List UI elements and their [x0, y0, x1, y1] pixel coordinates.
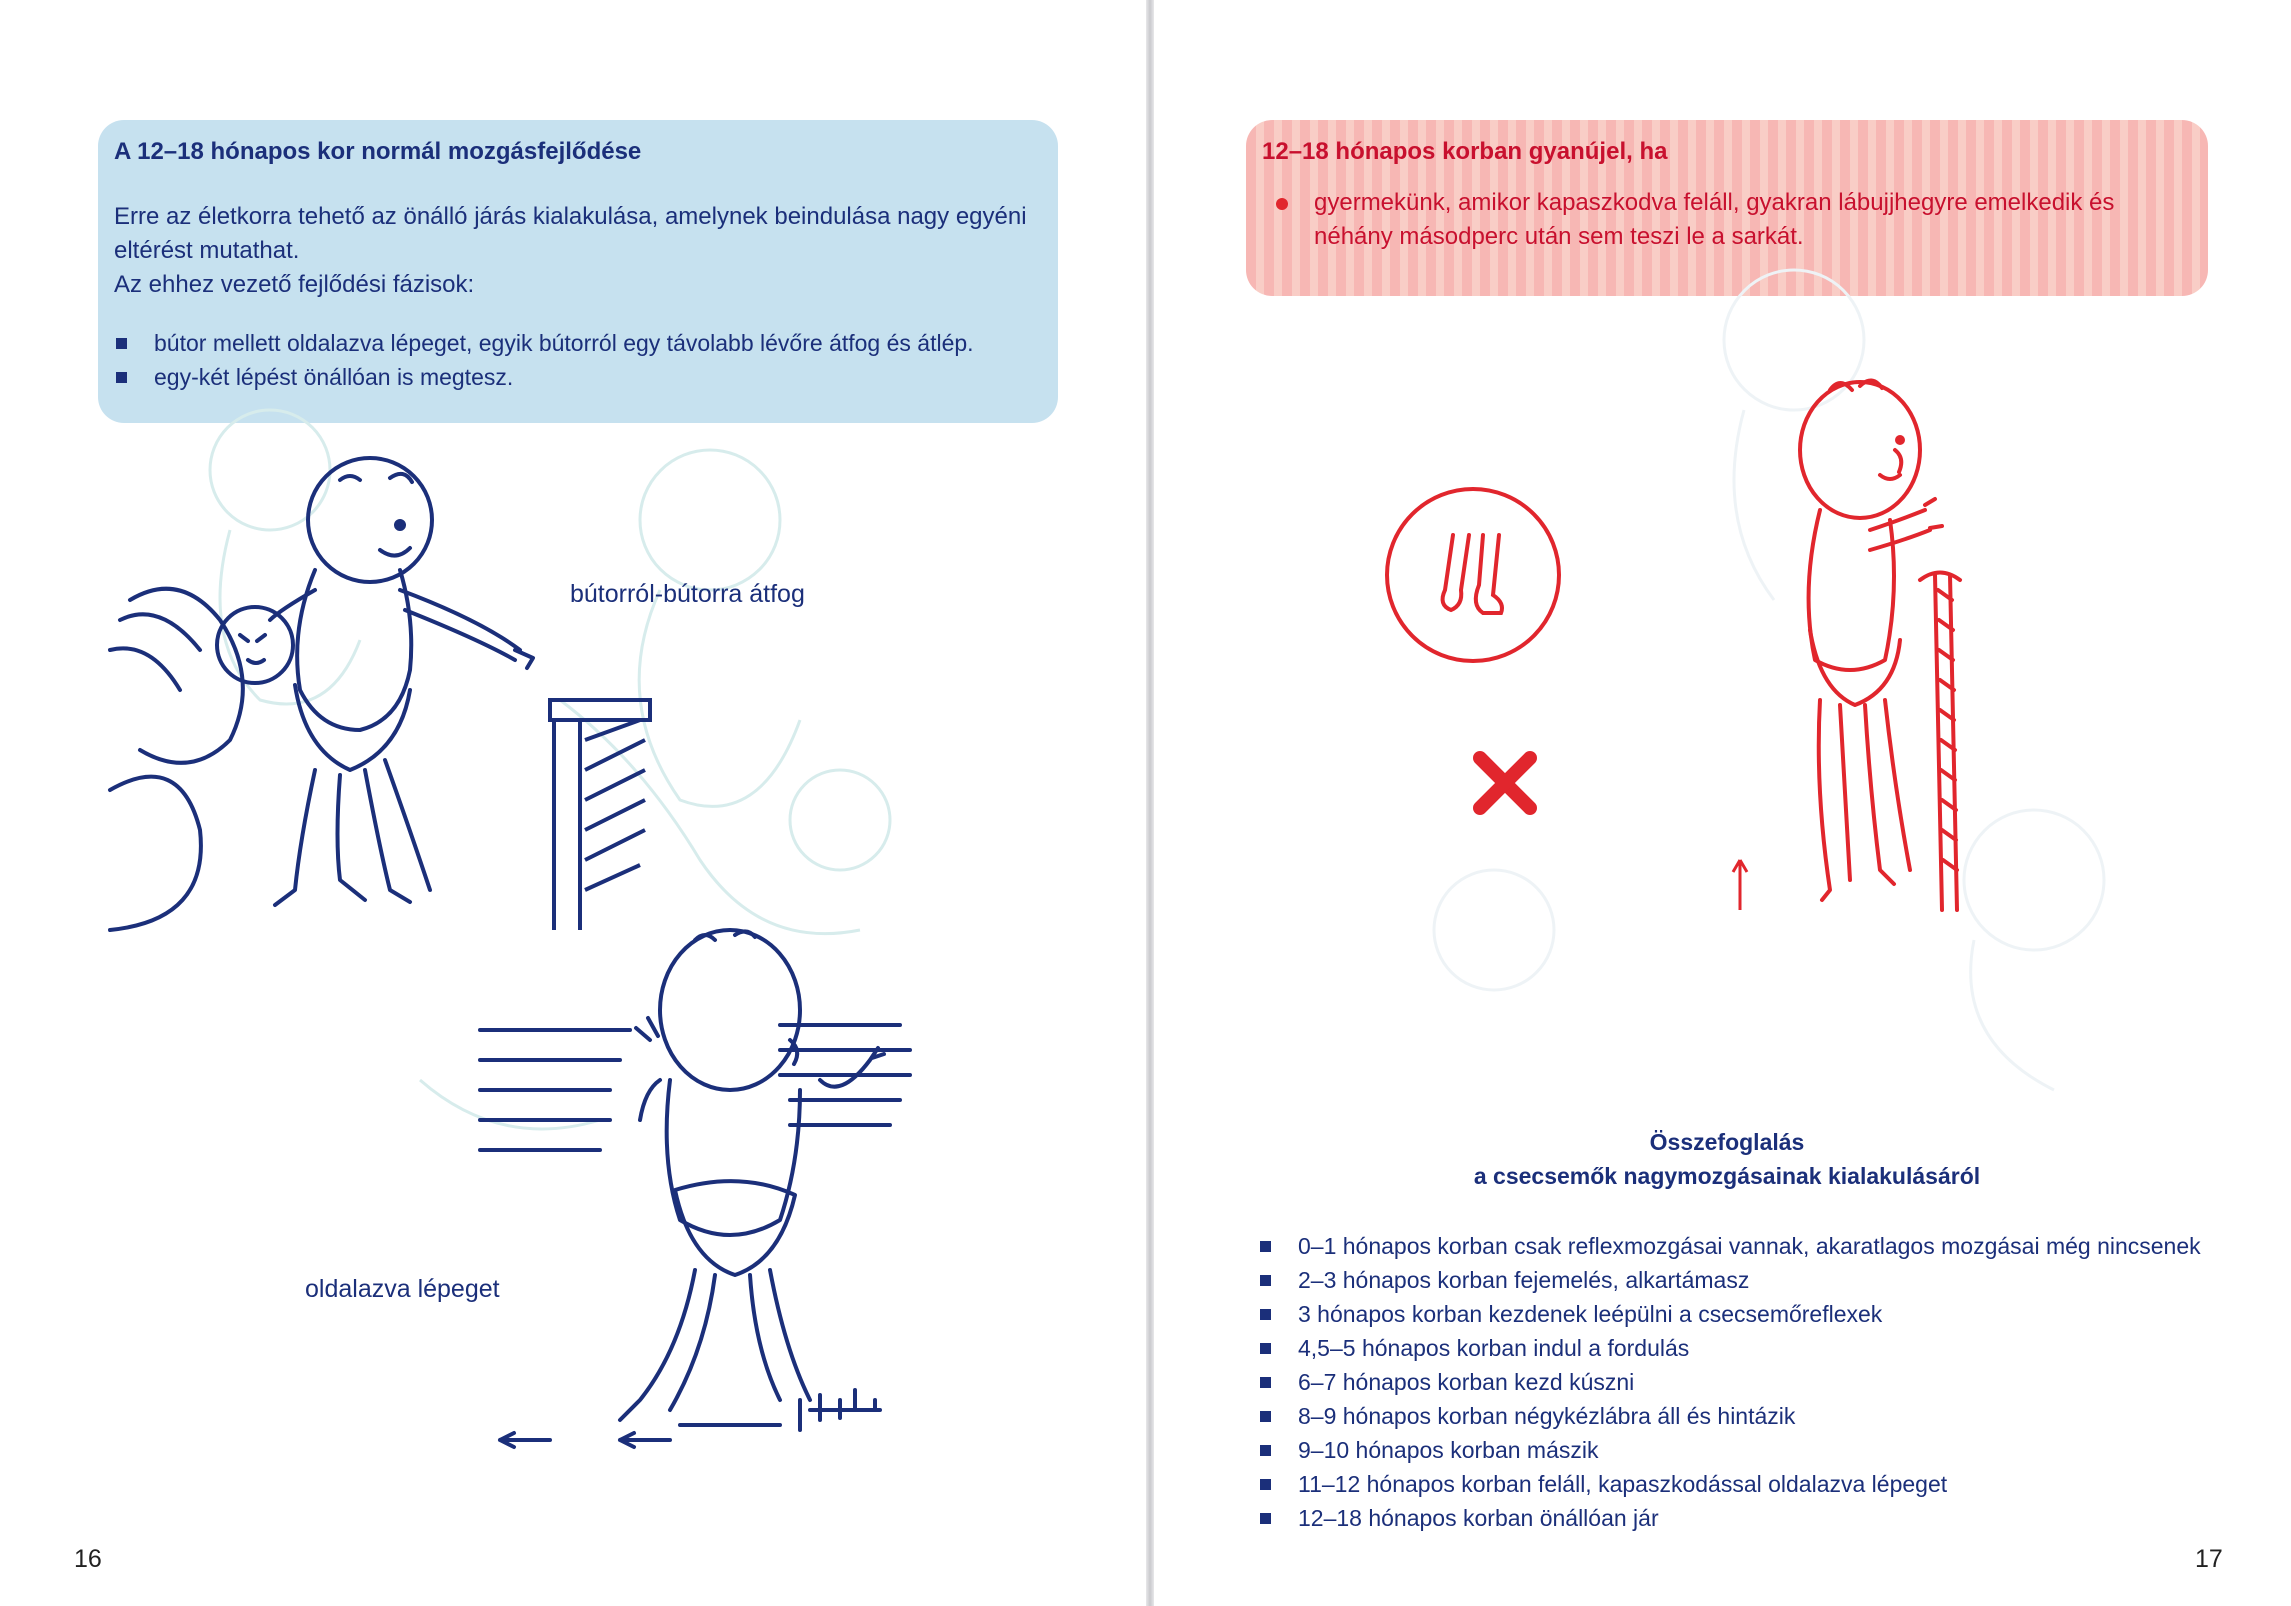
list-item: egy-két lépést önállóan is megtesz. [114, 360, 1042, 394]
summary-title-line2: a csecsemők nagymozgásainak kialakulásáról [1473, 1163, 1981, 1189]
list-item: 2–3 hónapos korban fejemelés, alkartámasz [1258, 1263, 2208, 1297]
tiptoe-feet-icon [1383, 485, 1563, 665]
normal-development-title: A 12–18 hónapos kor normál mozgásfejlődése [114, 138, 642, 165]
incorrect-x-icon [1470, 748, 1540, 818]
baby-tiptoe-illustration [1720, 370, 1980, 930]
list-item: 8–9 hónapos korban négykézlábra áll és hintázik [1258, 1399, 2208, 1433]
list-item: gyermekünk, amikor kapaszkodva feláll, gyakran lábujjhegyre emelkedik és néhány másodperc után sem teszi le a sarkát. [1262, 186, 2192, 254]
caption-sideways: oldalazva lépeget [305, 1275, 500, 1303]
list-item: 0–1 hónapos korban csak reflexmozgásai vannak, akaratlagos mozgásai még nincsenek [1258, 1229, 2208, 1263]
page-number-right: 17 [2195, 1545, 2223, 1573]
baby-sideways-illustration [480, 930, 1000, 1470]
list-item: bútor mellett oldalazva lépeget, egyik bútorról egy távolabb lévőre átfog és átlép. [114, 326, 1042, 360]
intro-text: Erre az életkorra tehető az önálló járás kialakulása, amelynek beindulása nagy egyéni eltérést mutathat. [114, 203, 1027, 264]
list-item: 3 hónapos korban kezdenek leépülni a csecsemőreflexek [1258, 1297, 2208, 1331]
list-item: 9–10 hónapos korban mászik [1258, 1433, 2208, 1467]
caption-furniture: bútorról-bútorra átfog [570, 580, 805, 608]
list-item: 6–7 hónapos korban kezd kúszni [1258, 1365, 2208, 1399]
summary-list [1258, 1229, 2208, 1535]
book-spine [1146, 0, 1154, 1606]
list-item: 12–18 hónapos korban önállóan jár [1258, 1501, 2208, 1535]
list-item: 11–12 hónapos korban feláll, kapaszkodással oldalazva lépeget [1258, 1467, 2208, 1501]
warning-title: 12–18 hónapos korban gyanújel, ha [1262, 138, 1668, 165]
list-item: 4,5–5 hónapos korban indul a fordulás [1258, 1331, 2208, 1365]
furniture-illustration [540, 680, 660, 940]
phases-label: Az ehhez vezető fejlődési fázisok: [114, 271, 475, 298]
page-number-left: 16 [74, 1545, 102, 1573]
summary-title-line1: Összefoglalás [1649, 1129, 1805, 1155]
